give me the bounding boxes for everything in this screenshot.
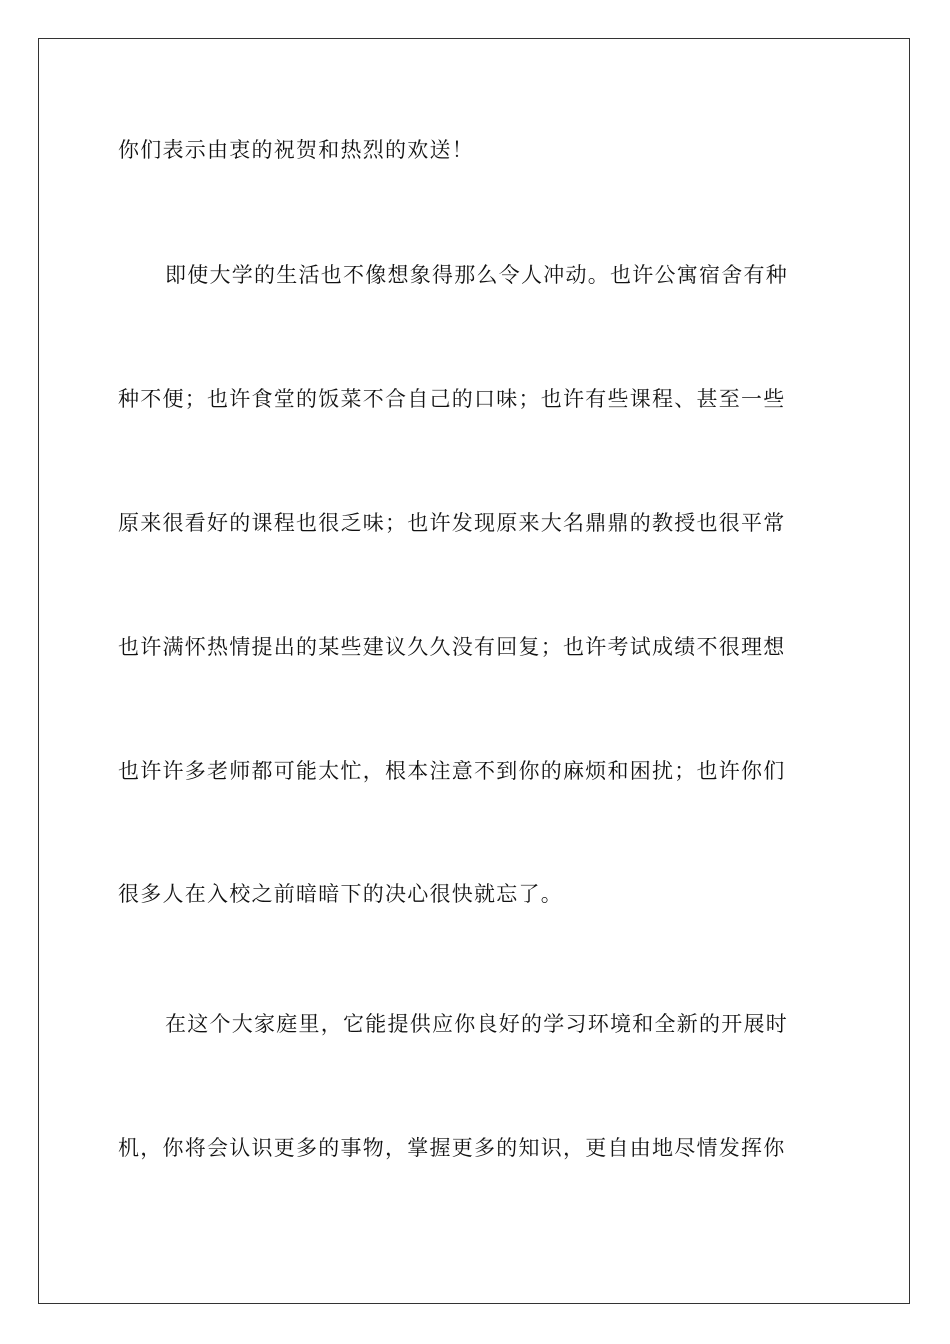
- text-line: 机，你将会认识更多的事物，掌握更多的知识，更自由地尽情发挥你: [118, 1136, 786, 1160]
- text-line: 原来很看好的课程也很乏味；也许发现原来大名鼎鼎的教授也很平常: [118, 511, 786, 535]
- text-line: 也许满怀热情提出的某些建议久久没有回复；也许考试成绩不很理想: [118, 635, 786, 659]
- text-line: 你们表示由衷的祝贺和热烈的欢送！: [118, 138, 474, 162]
- text-line: 在这个大家庭里，它能提供应你良好的学习环境和全新的开展时: [165, 1012, 788, 1036]
- text-line: 种不便；也许食堂的饭菜不合自己的口味；也许有些课程、甚至一些: [118, 387, 786, 411]
- text-line: 也许许多老师都可能太忙，根本注意不到你的麻烦和困扰；也许你们: [118, 759, 786, 783]
- text-line: 很多人在入校之前暗暗下的决心很快就忘了。: [118, 882, 563, 906]
- page-frame: [38, 38, 910, 1304]
- text-line: 即使大学的生活也不像想象得那么令人冲动。也许公寓宿舍有种: [165, 263, 788, 287]
